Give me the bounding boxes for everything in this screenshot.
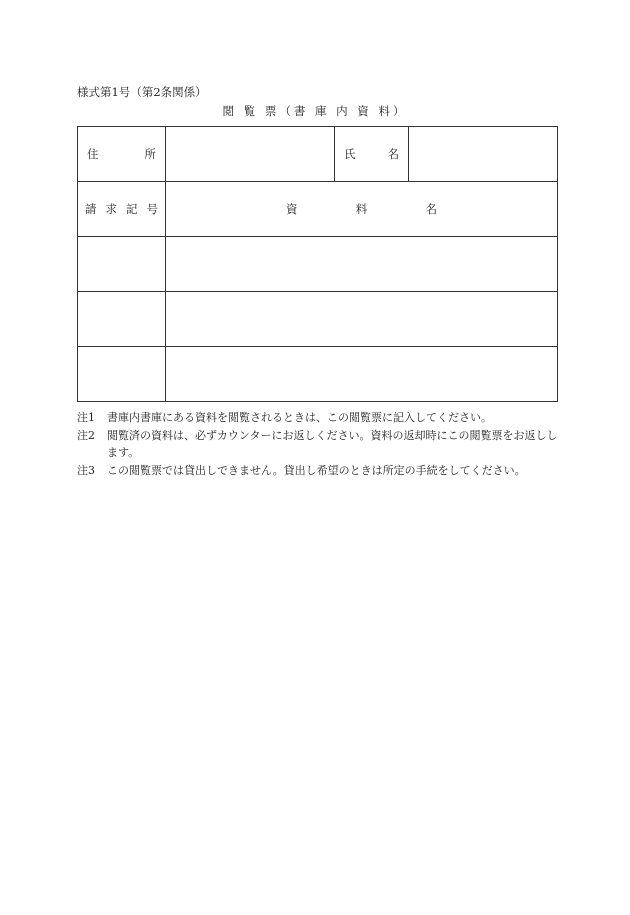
form-number: 様式第1号（第2条関係） [77,85,207,99]
request-form-table [77,126,558,402]
name-field[interactable] [409,127,558,182]
material-name-label-char: 料 [355,202,368,216]
request-code-field[interactable] [78,292,166,347]
note-item [77,427,567,462]
entry-row [78,237,558,292]
note-text: 閲覧済の資料は、必ずカウンターにお返しください。資料の返却時にこの閲覧票をお返しします。 [107,428,558,459]
form-title: 閲 覧 票（書 庫 内 資 料） [222,104,408,118]
request-code-field[interactable] [78,347,166,402]
note-number: 注2 [77,428,95,442]
material-name-field[interactable] [166,347,558,402]
material-name-field[interactable] [166,292,558,347]
name-label-char: 名 [387,147,399,161]
note-text: この閲覧票では貸出しできません。貸出し希望のときは所定の手続をしてください。 [107,463,526,477]
material-name-label-char: 名 [425,202,437,216]
address-label-char: 所 [144,147,156,161]
address-label-cell [78,127,166,182]
note-item [77,462,567,480]
request-code-field[interactable] [78,237,166,292]
request-code-label-char: 求 [105,202,117,216]
header-row [78,182,558,237]
address-field[interactable] [166,127,335,182]
name-label-char: 氏 [344,147,356,161]
material-name-label-char: 資 [286,202,298,216]
entry-row [78,292,558,347]
request-code-label-cell [78,182,166,237]
name-label-cell [335,127,409,182]
note-text: 書庫内書庫にある資料を閲覧されるときは、この閲覧票に記入してください。 [107,411,492,424]
address-label-char: 住 [87,147,99,161]
notes-section [77,409,567,479]
address-name-row [78,127,558,182]
request-code-label-char: 請 [85,202,97,216]
note-item [77,409,567,427]
note-number: 注3 [77,463,95,477]
material-name-field[interactable] [166,237,558,292]
request-code-label-char: 号 [146,202,158,216]
request-code-label-char: 記 [126,202,138,216]
note-number: 注1 [77,411,95,424]
entry-row [78,347,558,402]
material-name-label-cell [166,182,558,237]
